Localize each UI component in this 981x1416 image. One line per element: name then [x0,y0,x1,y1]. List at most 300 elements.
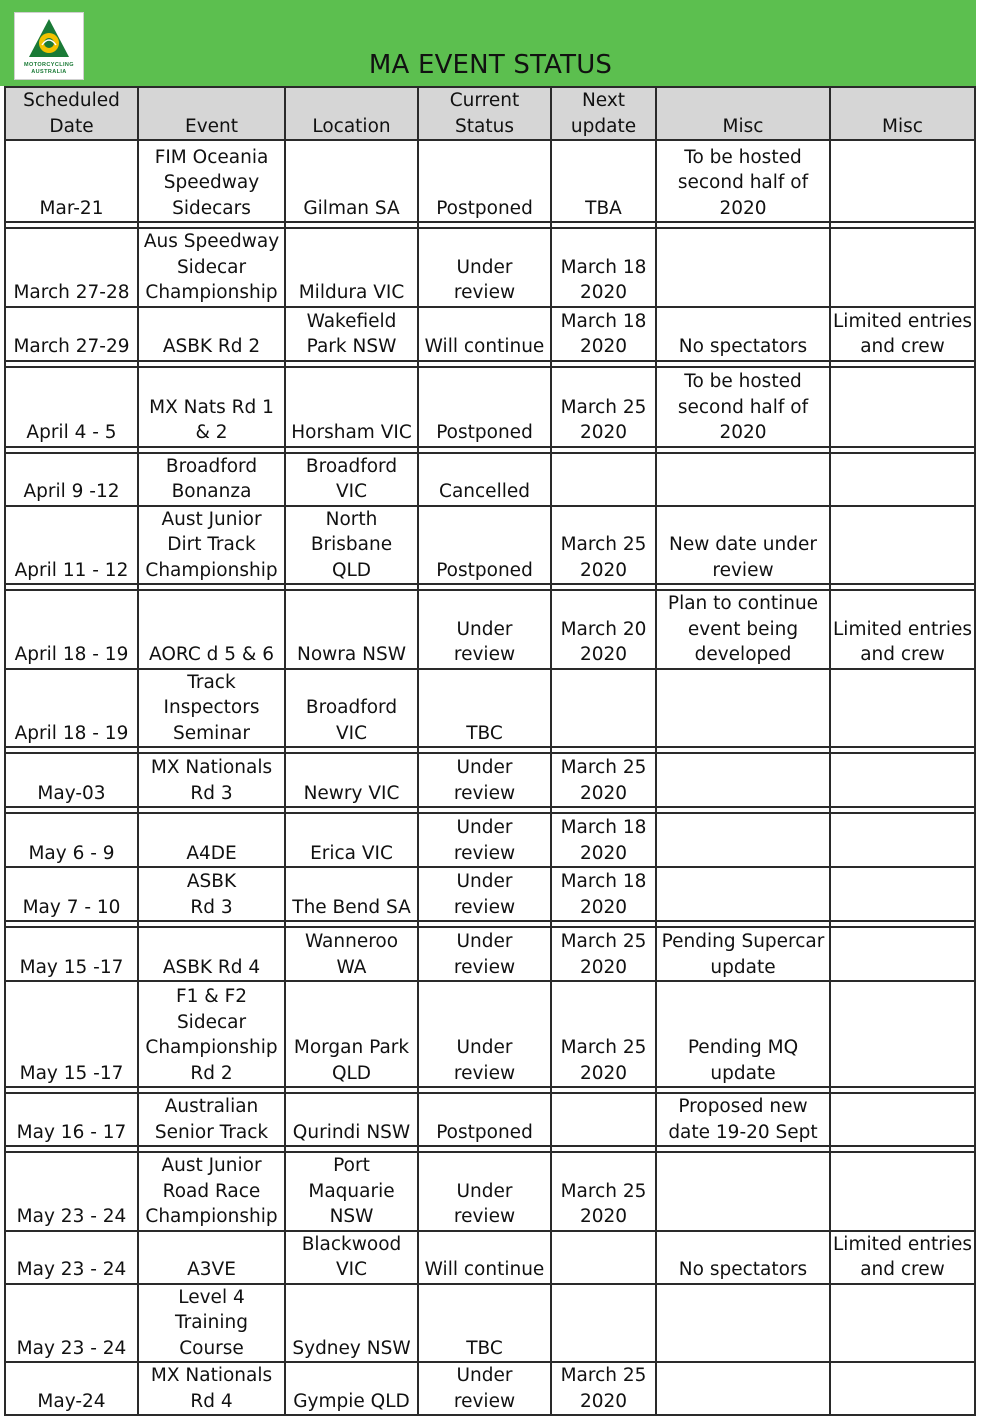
cell-misc-2 [830,1362,975,1415]
table-row [5,1284,975,1363]
cell-line: To be hosted [684,146,802,168]
cell-line: Level 4 [178,1286,245,1308]
column-header-scheduled-date [5,87,138,140]
cell-misc-2 [830,307,975,361]
cell-event [138,590,285,669]
cell-line: May 15 -17 [19,1062,124,1084]
cell-line: 2020 [579,1390,628,1412]
cell-line: No spectators [678,1259,808,1280]
cell-line: 2020 [579,282,628,303]
cell-line: April 18 - 19 [14,644,129,665]
cell-line: March 25 [560,534,647,555]
cell-line: Under [456,871,513,892]
cell-misc-1 [656,228,830,307]
cell-line: March 25 [560,396,647,418]
cell-line: Championship [145,559,278,581]
cell-line: Inspectors [163,697,260,718]
cell-line: Limited entries [833,1233,972,1255]
cell-misc-1 [656,927,830,981]
cell-line: 2020 [579,1206,628,1227]
cell-misc-2 [830,753,975,807]
cell-line: Bonanza [171,481,252,502]
cell-line: Aust Junior [161,508,262,530]
cell-misc-2 [830,228,975,307]
cell-line: 2020 [579,559,628,581]
cell-line: VIC [335,722,368,744]
table-row [5,307,975,361]
cell-line: Scheduled [23,90,120,111]
cell-line: update [570,115,637,137]
cell-location [285,867,418,921]
cell-line: 2020 [719,422,767,443]
cell-line: and crew [860,1259,945,1280]
cell-line: 2020 [579,422,628,443]
cell-scheduled-date [5,927,138,981]
cell-line: Maquarie [308,1180,395,1202]
cell-next-update [551,1362,656,1415]
cell-line: Under [456,256,513,278]
cell-misc-2 [830,813,975,867]
cell-line: ASBK Rd 2 [162,336,261,357]
cell-line: review [453,956,516,978]
cell-misc-2 [830,1284,975,1363]
cell-line: May 7 - 10 [22,896,121,918]
cell-misc-1 [656,367,830,447]
cell-scheduled-date [5,981,138,1087]
cell-event [138,1152,285,1231]
cell-current-status [418,307,551,361]
cell-line: review [453,282,516,303]
column-header-location [285,87,418,140]
cell-event [138,140,285,222]
table-row [5,590,975,669]
cell-line: review [453,842,516,864]
cell-line: VIC [335,481,368,502]
cell-line: Limited entries [833,310,972,332]
cell-event [138,307,285,361]
column-header-misc-1 [656,87,830,140]
cell-line: Seminar [173,722,250,744]
cell-line: 2020 [719,197,767,219]
cell-line: Rd 2 [190,1062,233,1084]
cell-line: Blackwood [301,1233,402,1255]
cell-misc-1 [656,307,830,361]
cell-line: QLD [331,559,372,581]
cell-scheduled-date [5,228,138,307]
cell-line: Track [187,671,236,693]
cell-line: Sydney NSW [292,1337,411,1359]
cell-line: MX Nats Rd 1 [149,396,274,418]
cell-location [285,228,418,307]
cell-line: QLD [331,1062,372,1084]
cell-scheduled-date [5,1284,138,1363]
table-row [5,1362,975,1415]
table-body [5,140,975,1415]
cell-scheduled-date [5,367,138,447]
cell-line: 2020 [579,1062,628,1084]
table-row [5,1231,975,1284]
cell-misc-2 [830,590,975,669]
cell-event [138,1093,285,1146]
cell-line: Training [175,1312,248,1333]
cell-line: 2020 [579,896,628,918]
cell-current-status [418,927,551,981]
cell-line: Event [185,115,238,137]
cell-current-status [418,506,551,585]
cell-scheduled-date [5,1152,138,1231]
cell-line: review [453,644,516,665]
cell-line: Postponed [436,197,533,219]
cell-line: Rd 4 [190,1390,233,1412]
cell-current-status [418,590,551,669]
cell-line: ASBK Rd 4 [162,956,261,978]
cell-event [138,927,285,981]
cell-line: Road Race [162,1180,261,1202]
cell-line: 2020 [579,782,628,804]
cell-line: Broadford [305,455,398,477]
cell-line: May-03 [37,782,106,804]
cell-line: and crew [860,644,945,665]
cell-misc-2 [830,367,975,447]
cell-line: Under [456,931,513,952]
cell-line: Postponed [436,559,533,581]
cell-line: Will continue [424,1259,545,1280]
cell-line: Misc [722,115,764,137]
cell-line: ASBK [186,871,237,892]
cell-event [138,981,285,1087]
cell-current-status [418,753,551,807]
cell-scheduled-date [5,753,138,807]
cell-line: March 18 [560,256,647,278]
cell-line: review [453,1390,516,1412]
cell-current-status [418,1231,551,1284]
column-header-current-status [418,87,551,140]
table-row [5,1152,975,1231]
cell-line: Postponed [436,422,533,443]
table-row [5,867,975,921]
cell-scheduled-date [5,813,138,867]
cell-misc-1 [656,140,830,222]
cell-current-status [418,1284,551,1363]
cell-misc-1 [656,867,830,921]
cell-line: Will continue [424,336,545,357]
cell-scheduled-date [5,1231,138,1284]
cell-next-update [551,813,656,867]
cell-line: Championship [145,1037,278,1058]
cell-line: Australian [164,1096,259,1117]
cell-misc-2 [830,1231,975,1284]
cell-line: Wanneroo [304,931,399,952]
cell-line: review [453,896,516,918]
cell-location [285,981,418,1087]
cell-line: A4DE [186,842,237,864]
cell-line: Newry VIC [303,782,400,804]
cell-location [285,1362,418,1415]
cell-line: Pending MQ [687,1037,799,1058]
cell-line: Misc [882,115,923,137]
cell-event [138,813,285,867]
cell-scheduled-date [5,867,138,921]
cell-line: Brisbane [310,534,393,555]
cell-location [285,753,418,807]
cell-line: March 25 [560,1037,647,1058]
cell-location [285,453,418,506]
cell-line: March 18 [560,817,647,838]
cell-misc-1 [656,981,830,1087]
cell-misc-1 [656,669,830,748]
cell-line: Championship [145,282,278,303]
cell-line: MX Nationals [150,1365,273,1386]
cell-line: Mildura VIC [298,282,405,303]
cell-misc-2 [830,453,975,506]
cell-line: date 19-20 Sept [668,1121,818,1143]
cell-line: VIC [335,1259,368,1280]
cell-misc-1 [656,813,830,867]
cell-line: Rd 3 [190,782,233,804]
cell-misc-1 [656,1093,830,1146]
cell-misc-2 [830,506,975,585]
cell-line: developed [694,644,792,665]
cell-current-status [418,140,551,222]
cell-misc-1 [656,506,830,585]
column-header-event [138,87,285,140]
cell-line: FIM Oceania [154,146,269,168]
cell-misc-1 [656,753,830,807]
cell-scheduled-date [5,590,138,669]
cell-line: Qurindi NSW [292,1121,411,1143]
cell-scheduled-date [5,506,138,585]
cell-misc-1 [656,1362,830,1415]
cell-line: Gilman SA [303,197,400,219]
cell-line: Senior Track [154,1121,269,1143]
table-row [5,813,975,867]
cell-scheduled-date [5,1093,138,1146]
cell-line: March 18 [560,310,647,332]
cell-line: April 18 - 19 [14,722,129,744]
cell-line: Gympie QLD [293,1390,410,1412]
cell-current-status [418,981,551,1087]
cell-location [285,140,418,222]
cell-scheduled-date [5,669,138,748]
cell-next-update [551,140,656,222]
cell-line: Course [179,1337,244,1359]
cell-line: Status [455,115,514,137]
page-title: MA EVENT STATUS [368,50,613,80]
cell-current-status [418,1362,551,1415]
table-row [5,981,975,1087]
cell-current-status [418,1093,551,1146]
cell-event [138,1231,285,1284]
cell-line: May 23 - 24 [16,1259,127,1280]
cell-line: Championship [145,1206,278,1227]
cell-misc-1 [656,1152,830,1231]
cell-scheduled-date [5,140,138,222]
table-row [5,669,975,748]
cell-line: review [453,782,516,804]
table-row [5,927,975,981]
cell-scheduled-date [5,1362,138,1415]
cell-line: To be hosted [684,371,802,392]
cell-line: May 6 - 9 [28,842,115,864]
table-header-row [5,87,975,140]
cell-line: second half of [677,172,809,193]
cell-location [285,590,418,669]
cell-next-update [551,367,656,447]
cell-line: update [710,956,776,978]
cell-line: Horsham VIC [291,422,412,443]
cell-line: Current [449,90,520,111]
cell-line: F1 & F2 [175,986,247,1007]
cell-line: Date [49,115,94,137]
cell-line: second half of [677,396,809,418]
cell-line: May 23 - 24 [16,1206,127,1227]
cell-next-update [551,1231,656,1284]
cell-line: Morgan Park [293,1037,410,1058]
cell-line: WA [336,956,367,978]
cell-line: 2020 [579,644,628,665]
cell-misc-2 [830,981,975,1087]
cell-line: 2020 [579,956,628,978]
cell-line: April 11 - 12 [14,559,129,581]
cell-line: Sidecars [172,197,251,219]
cell-next-update [551,669,656,748]
cell-line: review [712,559,774,581]
cell-line: event being [687,618,799,640]
cell-line: Nowra NSW [297,644,406,665]
cell-current-status [418,228,551,307]
cell-current-status [418,867,551,921]
cell-line: Pending Supercar [661,931,825,952]
cell-event [138,506,285,585]
cell-scheduled-date [5,307,138,361]
cell-line: Rd 3 [190,896,233,918]
cell-line: Plan to continue [667,593,819,614]
cell-misc-2 [830,140,975,222]
cell-misc-1 [656,1231,830,1284]
cell-line: Port [333,1155,370,1176]
cell-line: April 4 - 5 [26,422,117,443]
cell-line: March 27-29 [13,336,130,357]
cell-line: March 25 [560,1180,647,1202]
cell-misc-1 [656,1284,830,1363]
cell-line: 2020 [579,842,628,864]
cell-line: Sidecar [176,256,247,278]
cell-next-update [551,307,656,361]
cell-line: March 20 [560,618,647,640]
cell-event [138,1284,285,1363]
cell-line: Sidecar [176,1011,247,1033]
cell-event [138,867,285,921]
cell-location [285,367,418,447]
cell-location [285,1284,418,1363]
event-status-table [4,86,976,1416]
cell-line: update [710,1062,776,1084]
table-row [5,1093,975,1146]
cell-line: New date under [668,534,817,555]
cell-next-update [551,228,656,307]
cell-scheduled-date [5,453,138,506]
cell-line: March 25 [560,757,647,778]
cell-location [285,1152,418,1231]
cell-line: Location [312,115,391,137]
cell-location [285,506,418,585]
cell-event [138,453,285,506]
cell-misc-1 [656,453,830,506]
cell-location [285,669,418,748]
table-row [5,453,975,506]
cell-misc-2 [830,867,975,921]
cell-event [138,367,285,447]
cell-misc-2 [830,669,975,748]
cell-line: 2020 [579,336,628,357]
cell-line: Under [456,817,513,838]
table-row [5,753,975,807]
cell-current-status [418,1152,551,1231]
cell-line: Erica VIC [310,842,393,864]
cell-line: May 23 - 24 [16,1337,127,1359]
cell-current-status [418,669,551,748]
cell-line: March 18 [560,871,647,892]
cell-line: Broadford [165,455,258,477]
cell-event [138,1362,285,1415]
cell-location [285,1093,418,1146]
cell-misc-2 [830,1093,975,1146]
cell-line: and crew [860,336,945,357]
cell-event [138,228,285,307]
cell-line: Cancelled [439,481,530,502]
cell-line: March 25 [560,931,647,952]
cell-next-update [551,1284,656,1363]
cell-line: Mar-21 [39,197,104,219]
cell-misc-2 [830,927,975,981]
cell-line: May 16 - 17 [16,1121,127,1143]
cell-line: Postponed [436,1121,533,1143]
cell-line: Limited entries [833,618,972,640]
cell-current-status [418,453,551,506]
cell-line: review [453,1062,516,1084]
cell-line: Under [456,757,513,778]
table-row [5,367,975,447]
cell-line: AORC d 5 & 6 [149,644,274,665]
cell-location [285,927,418,981]
cell-next-update [551,590,656,669]
table-row [5,228,975,307]
cell-line: Wakefield [306,310,397,332]
logo-text: MOTORCYCLING AUSTRALIA [24,62,74,75]
cell-current-status [418,813,551,867]
cell-next-update [551,927,656,981]
cell-misc-2 [830,1152,975,1231]
cell-line: review [453,1206,516,1227]
cell-line: TBA [585,197,622,219]
header-bar [0,0,976,86]
cell-line: The Bend SA [292,896,411,918]
cell-line: Under [456,1037,513,1058]
cell-line: Speedway [163,172,260,193]
cell-next-update [551,1152,656,1231]
column-header-next-update [551,87,656,140]
cell-line: Aust Junior [161,1155,262,1176]
cell-line: North [325,508,378,530]
cell-line: Aus Speedway [143,231,280,252]
cell-next-update [551,867,656,921]
cell-line: April 9 -12 [23,481,120,502]
cell-line: May-24 [37,1390,106,1412]
cell-line: Broadford [305,697,398,718]
cell-line: March 25 [560,1365,647,1386]
cell-next-update [551,1093,656,1146]
cell-line: Dirt Track [167,534,256,555]
